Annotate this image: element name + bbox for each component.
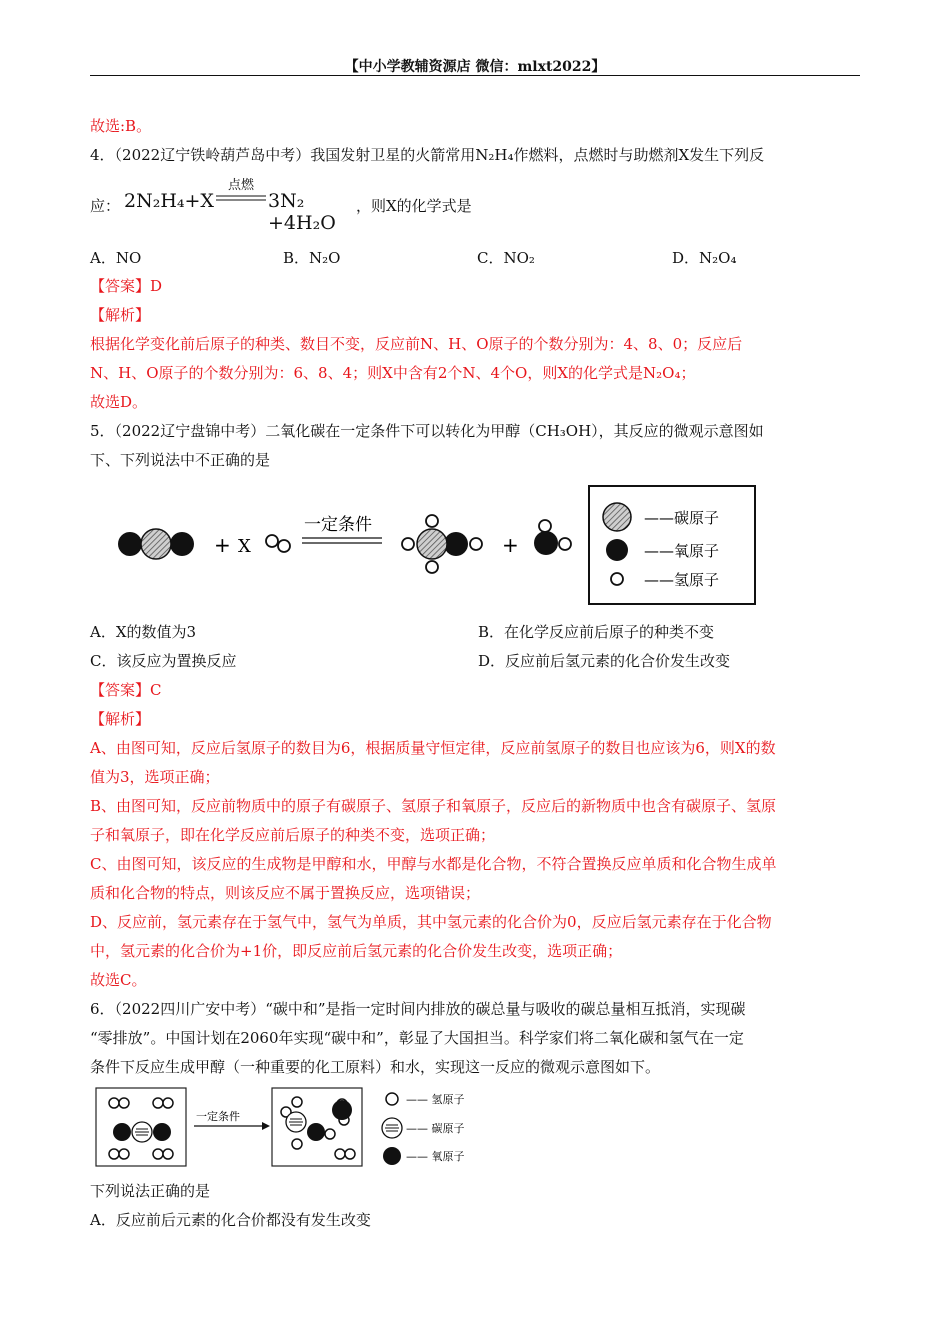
oxygen-atom: [332, 1100, 352, 1120]
q4-analysis-line: 故选D。: [90, 393, 148, 411]
hydrogen-atom: [109, 1098, 119, 1108]
q5-analysis-line: B、由图可知，反应前物质中的原子有碳原子、氢原子和氧原子，反应后的新物质中也含有碳原子、氢原: [90, 797, 777, 815]
hydrogen-atom: [325, 1129, 335, 1139]
q4-analysis-line: N、H、O原子的个数分别为：6、8、4；则X中含有2个N、4个O，则X的化学式是N₂O₄；: [90, 364, 696, 382]
legend-hydrogen-atom: [386, 1093, 398, 1105]
legend-oxygen-label: ——氧原子: [644, 542, 720, 560]
q5-condition-text: 一定条件: [304, 515, 372, 535]
q5-stem-line1: 5．（2022辽宁盘锦中考）二氧化碳在一定条件下可以转化为甲醇（CH₃OH），其反应的微观示意图如: [90, 422, 764, 440]
hydrogen-atom: [163, 1098, 173, 1108]
hydrogen-atom: [109, 1149, 119, 1159]
hydrogen-atom: [426, 561, 438, 573]
hydrogen-atom: [119, 1149, 129, 1159]
q6-stem-line2: “零排放”。中国计划在2060年实现“碳中和”，彰显了大国担当。科学家们将二氧化碳和氢气在一定: [90, 1029, 744, 1047]
oxygen-atom: [534, 531, 558, 555]
legend-carbon-atom: [603, 503, 631, 531]
hydrogen-atom: [153, 1098, 163, 1108]
hydrogen-atom: [470, 538, 482, 550]
q3-conclusion: 故选:B。: [90, 117, 152, 135]
carbon-atom: [417, 529, 447, 559]
q5-analysis-line: A、由图可知，反应后氢原子的数目为6，根据质量守恒定律，反应前氢原子的数目也应该为6，则X的数: [90, 739, 776, 757]
q6-stem-line1: 6．（2022四川广安中考）“碳中和”是指一定时间内排放的碳总量与吸收的碳总量相互抵消，实现碳: [90, 1000, 746, 1018]
legend-hydrogen-label: —— 氢原子: [406, 1093, 465, 1106]
q5-option-a: A．X的数值为3: [90, 623, 197, 641]
ch3oh-molecule: [402, 515, 482, 573]
hydrogen-atom: [163, 1149, 173, 1159]
q4-option-b: B．N₂O: [283, 249, 341, 267]
q4-equation-right: 3N₂ +4H₂O: [268, 190, 336, 234]
legend-carbon-label: ——碳原子: [644, 509, 720, 527]
q4-stem-line2: [90, 196, 120, 220]
hydrogen-atom: [426, 515, 438, 527]
hydrogen-atom: [402, 538, 414, 550]
q5-analysis-line: 值为3，选项正确；: [90, 768, 220, 786]
hydrogen-atom: [335, 1149, 345, 1159]
oxygen-atom: [113, 1123, 131, 1141]
legend-oxygen-atom: [383, 1147, 401, 1165]
hydrogen-atom: [119, 1098, 129, 1108]
q4-equation-left: 2N₂H₄+X: [124, 190, 214, 212]
q5-analysis-line: D、反应前，氢元素存在于氢气中，氢气为单质，其中氢元素的化合价为0，反应后氢元素存在于化合物: [90, 913, 772, 931]
q5-analysis-line: 质和化合物的特点，则该反应不属于置换反应，选项错误；: [90, 884, 481, 902]
h2-molecule: [266, 535, 290, 552]
plus-sign: +: [502, 533, 519, 557]
q4-stem-line1: 4．（2022辽宁铁岭葫芦岛中考）我国发射卫星的火箭常用N₂H₄作燃料，点燃时与助燃剂X发生下列反: [90, 146, 765, 164]
legend-carbon-label: —— 碳原子: [406, 1122, 465, 1135]
q5-option-d: D．反应前后氢元素的化合价发生改变: [478, 652, 731, 670]
hydrogen-atom: [292, 1139, 302, 1149]
q5-stem-line2: 下、下列说法中不正确的是: [90, 451, 271, 469]
plus-sign: +: [214, 533, 231, 557]
hydrogen-atom: [345, 1149, 355, 1159]
legend-hydrogen-label: ——氢原子: [644, 571, 720, 589]
q4-option-c: C．NO₂: [477, 249, 535, 267]
q4-analysis-title: 【解析】: [90, 306, 151, 324]
q4-option-a: A．NO: [90, 249, 142, 267]
q6-reaction-diagram: [92, 1084, 492, 1170]
q5-option-c: C．该反应为置换反应: [90, 652, 237, 670]
q5-analysis-line: C、由图可知，该反应的生成物是甲醇和水，甲醇与水都是化合物，不符合置换反应单质和化合物生成单: [90, 855, 777, 873]
hydrogen-atom: [266, 535, 278, 547]
q6-stem-line3: 条件下反应生成甲醇（一种重要的化工原料）和水，实现这一反应的微观示意图如下。: [90, 1058, 661, 1076]
q4-equation-double-line: [216, 194, 266, 202]
legend-oxygen-atom: [606, 539, 628, 561]
hydrogen-atom: [292, 1097, 302, 1107]
hydrogen-atom: [539, 520, 551, 532]
q4-stem-suffix: ，则X的化学式是: [356, 197, 472, 215]
carbon-atom: [141, 529, 171, 559]
h2o-molecule: [534, 520, 571, 555]
legend-hydrogen-atom: [611, 573, 623, 585]
q5-option-b: B．在化学反应前后原子的种类不变: [478, 623, 715, 641]
oxygen-atom: [118, 532, 142, 556]
q4-equation: [124, 176, 364, 234]
q4-stem-prefix: 应：: [90, 197, 121, 215]
reaction-arrow-head: [262, 1122, 270, 1130]
hydrogen-atom: [559, 538, 571, 550]
q5-answer: 【答案】C: [90, 681, 162, 699]
q5-analysis-line: 子和氧原子，即在化学反应前后原子的种类不变，选项正确；: [90, 826, 496, 844]
oxygen-atom: [307, 1123, 325, 1141]
header-rule: [90, 75, 860, 76]
page-header: 【中小学教辅资源店 微信：mlxt2022】: [344, 59, 606, 75]
q5-analysis-title: 【解析】: [90, 710, 151, 728]
x-coefficient: X: [238, 536, 251, 557]
q6-prompt: 下列说法正确的是: [90, 1182, 211, 1200]
q5-reaction-diagram: [110, 482, 760, 612]
oxygen-atom: [170, 532, 194, 556]
oxygen-atom: [153, 1123, 171, 1141]
q4-analysis-line: 根据化学变化前后原子的种类、数目不变，反应前N、H、O原子的个数分别为：4、8、0；反应后: [90, 335, 743, 353]
q4-equation-condition: 点燃: [227, 178, 254, 193]
q4-option-d: D．N₂O₄: [672, 249, 737, 267]
q5-analysis-line: 故选C。: [90, 971, 147, 989]
q6-condition-text: 一定条件: [196, 1110, 240, 1123]
q5-analysis-line: 中，氢元素的化合价为+1价，即反应前后氢元素的化合价发生改变，选项正确；: [90, 942, 623, 960]
hydrogen-atom: [153, 1149, 163, 1159]
hydrogen-atom: [278, 540, 290, 552]
co2-molecule: [118, 529, 194, 559]
q4-answer: 【答案】D: [90, 277, 163, 295]
q6-option-a: A．反应前后元素的化合价都没有发生改变: [90, 1211, 371, 1229]
legend-oxygen-label: —— 氧原子: [406, 1150, 465, 1163]
